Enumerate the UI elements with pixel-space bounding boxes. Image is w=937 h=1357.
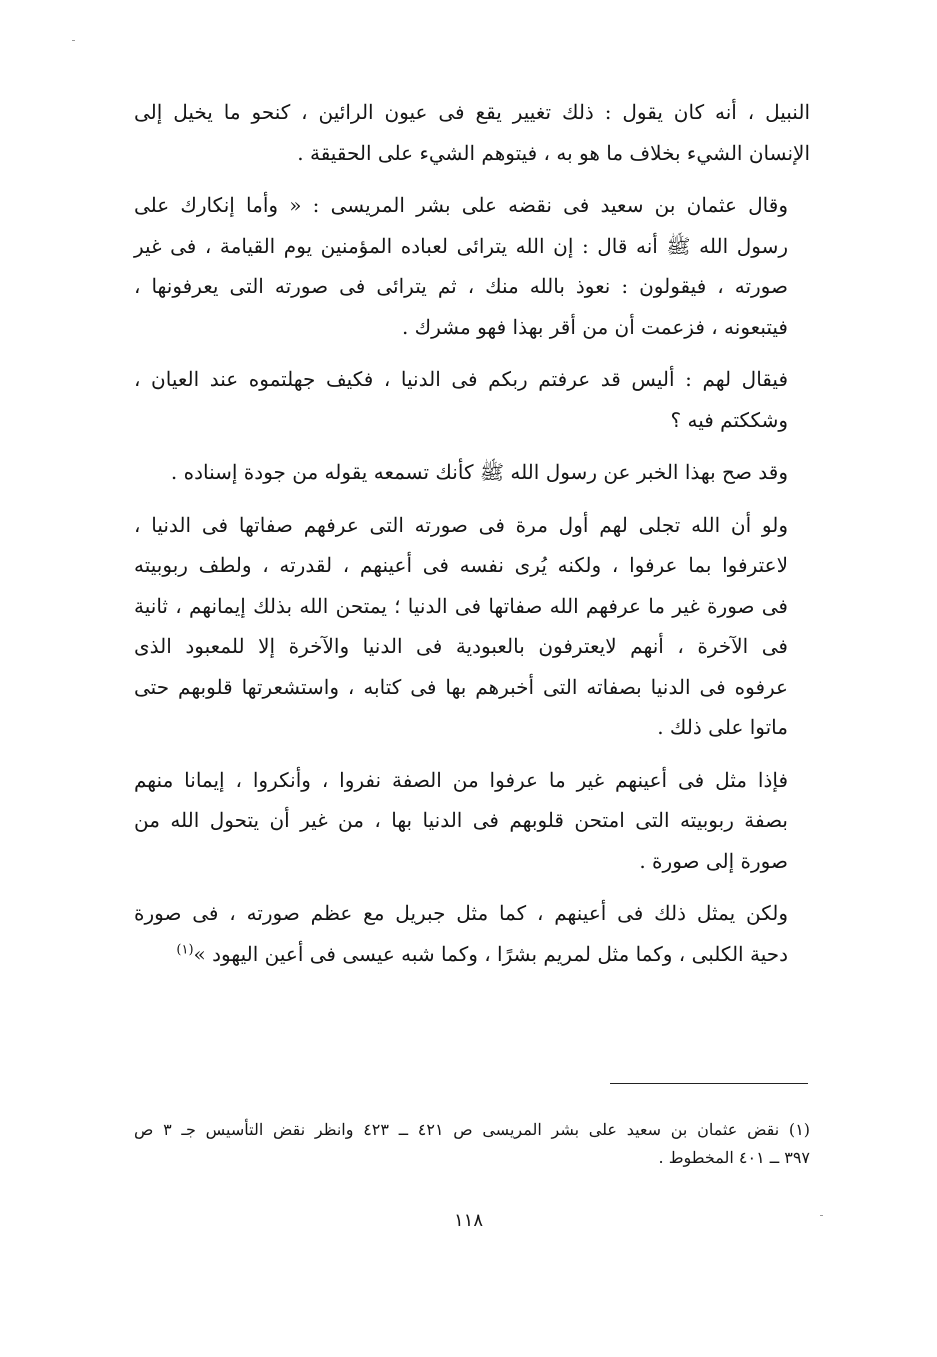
text-line: فى صورة غير ما عرفهم الله صفاتها فى الدنيا ؛ يمتحن الله بذلك إيمانهم ، ثانية: [134, 593, 788, 618]
footnote: [134, 1116, 810, 1172]
text-line: وقال عثمان بن سعيد فى نقضه على بشر المريسى : « وأما إنكارك على: [134, 193, 788, 217]
page-number: ١١٨: [453, 1210, 483, 1231]
text-line: لاعترفوا بما عرفوا ، ولكنه يُرى نفسه فى أعينهم ، لقدرته ، ولطف ربوبيته: [134, 553, 788, 577]
text-line: فى الآخرة ، أنهم لايعترفون بالعبودية فى الدنيا والآخرة إلا للمعبود الذى: [134, 634, 788, 658]
text-line: ماتوا على ذلك .: [657, 715, 788, 739]
paragraph-7: [134, 893, 810, 974]
footnote-line: (١) نقض عثمان بن سعيد على بشر المريسى ص ٤٢١ ــ ٤٢٣ وانظر نقض التأسيس جـ ٣ ص: [134, 1120, 811, 1139]
text-line: وقد صح بهذا الخبر عن رسول الله ﷺ كأنك تسمعه يقوله من جودة إسناده .: [170, 460, 788, 484]
text-line: عرفوه فى الدنيا بصفاته التى أخبرهم بها فى كتابه ، واستشعرتها قلوبهم حتى: [134, 674, 788, 699]
text-line: صورة إلى صورة .: [639, 848, 788, 873]
text-line: ولو أن الله تجلى لهم أول مرة فى صورته التى عرفهم صفاتها فى الدنيا ،: [134, 512, 788, 537]
body-text: [134, 92, 810, 986]
paragraph-6: [134, 760, 810, 882]
footnote-divider: [610, 1083, 808, 1084]
text-line: فيتبعونه ، فزعمت أن من أقر بهذا فهو مشرك .: [401, 314, 788, 339]
paragraph-3: [134, 359, 810, 440]
text-line: [134, 934, 810, 975]
text-line: النبيل ، أنه كان يقول : ذلك تغيير يقع فى عيون الرائين ، كنحو ما يخيل إلى: [134, 100, 810, 124]
text-line: وشككتم فيه ؟: [670, 407, 788, 432]
text-line: فيقال لهم : أليس قد عرفتم ربكم فى الدنيا ، فكيف جهلتموه عند العيان ،: [134, 367, 788, 391]
text-line: رسول الله ﷺ أنه قال : إن الله يترائى لعباده المؤمنين يوم القيامة ، فى غير: [134, 233, 788, 258]
text-line-content: دحية الكلبى ، وكما مثل لمريم بشرًا ، وكما شبه عيسى فى أعين اليهود »: [193, 941, 788, 966]
text-line: ولكن يمثل ذلك فى أعينهم ، كما مثل جبريل مع عظم صورته ، فى صورة: [134, 901, 788, 925]
paragraph-4: [134, 452, 810, 493]
paragraph-1: [134, 92, 810, 173]
footnote-reference[interactable]: (١): [176, 941, 194, 957]
paragraph-2: [134, 185, 810, 347]
footnote-line: ٣٩٧ ــ ٤٠١ المخطوط .: [658, 1148, 810, 1167]
text-line: الإنسان الشيء بخلاف ما هو به ، فيتوهم الشيء على الحقيقة .: [297, 140, 810, 165]
scan-speck: [72, 40, 75, 41]
text-line: صورته ، فيقولون : نعوذ بالله منك ، ثم يترائى فى صورته التى يعرفونها ،: [134, 274, 788, 298]
text-line: فإذا مثل فى أعينهم غير ما عرفوا من الصفة نفروا ، وأنكروا ، إيمانا منهم: [134, 767, 788, 792]
text-line: بصفة ربوبيته التى امتحن قلوبهم فى الدنيا بها ، من غير أن يتحول الله من: [134, 808, 788, 832]
paragraph-5: [134, 505, 810, 748]
